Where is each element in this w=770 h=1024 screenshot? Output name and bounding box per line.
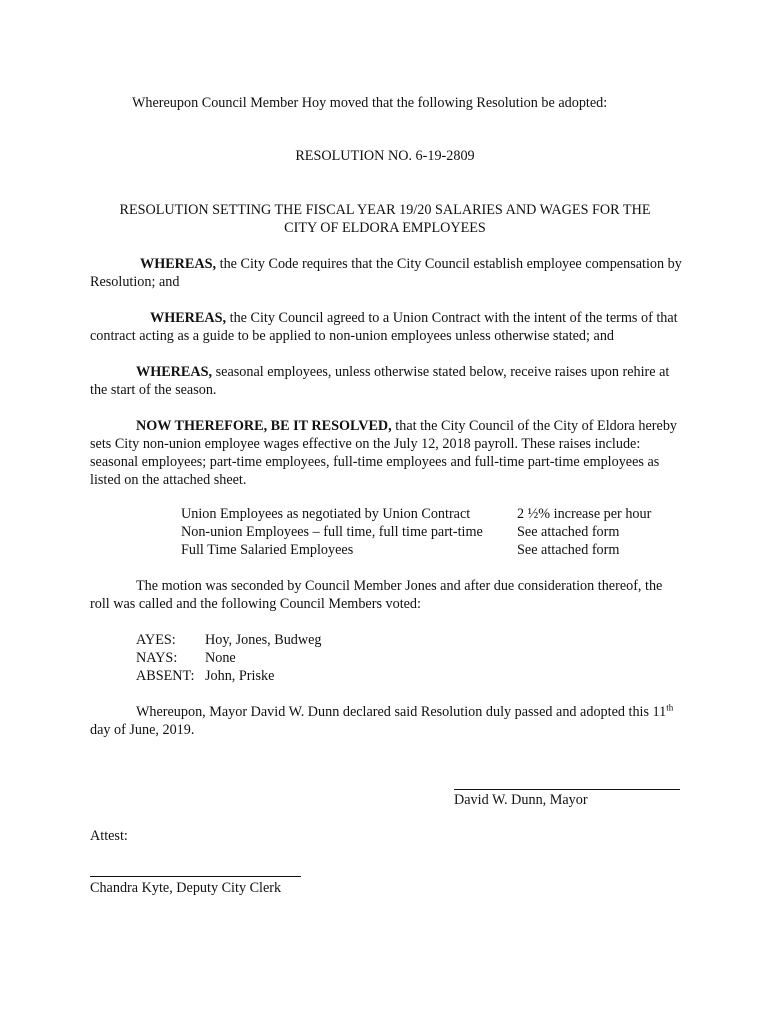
whereas-paragraph-2 [90, 309, 685, 345]
rates-category: Union Employees as negotiated by Union Contract [181, 506, 471, 522]
resolved-paragraph [90, 417, 685, 489]
vote-names: John, Priske [205, 668, 275, 684]
resolution-title-line1: RESOLUTION SETTING THE FISCAL YEAR 19/20 SALARIES AND WAGES FOR THE [119, 202, 651, 218]
vote-row [136, 649, 322, 667]
adoption-text-before: Whereupon, Mayor David W. Dunn declared said Resolution duly passed and adopted this 11 [136, 704, 667, 720]
clerk-signature: Chandra Kyte, Deputy City Clerk [90, 880, 282, 896]
vote-row [136, 667, 322, 685]
rates-category: Non-union Employees – full time, full time part-time [181, 524, 483, 540]
mayor-signature-line [454, 789, 680, 790]
rates-value: 2 ½% increase per hour [517, 506, 652, 522]
whereas-text-3: seasonal employees, unless otherwise stated below, receive raises upon rehire at the start of the season. [90, 364, 670, 398]
rates-row [181, 541, 651, 559]
vote-row [136, 631, 322, 649]
rates-value: See attached form [517, 524, 620, 540]
whereas-paragraph-1 [90, 255, 685, 291]
rates-row [181, 523, 651, 541]
whereas-text-2: the City Council agreed to a Union Contract with the intent of the terms of that contract acting as a guide to be applied to non-union employees unless otherwise stated; and [90, 310, 678, 344]
resolution-number: RESOLUTION NO. 6-19-2809 [295, 148, 475, 164]
vote-label: ABSENT: [136, 668, 195, 684]
rates-row [181, 505, 651, 523]
resolved-lead: NOW THEREFORE, BE IT RESOLVED, [136, 418, 392, 434]
resolution-title-line2: CITY OF ELDORA EMPLOYEES [284, 220, 486, 236]
resolved-text: that the City Council of the City of Eldora hereby sets City non-union employee wages effective on the July 12, 2018 payroll. These raises include: seasonal employees; part-time employees, full-time employees and full-time part-time employees as listed on the attached sheet. [90, 418, 678, 488]
attest-label: Attest: [90, 828, 128, 844]
whereas-lead-3: WHEREAS, [136, 364, 213, 380]
votes-table [136, 631, 322, 685]
mayor-signature: David W. Dunn, Mayor [454, 792, 588, 808]
clerk-signature-line [90, 876, 301, 877]
intro-text: Whereupon Council Member Hoy moved that the following Resolution be adopted: [132, 95, 608, 111]
rates-table [181, 505, 651, 559]
rates-value: See attached form [517, 542, 620, 558]
vote-label: NAYS: [136, 650, 178, 666]
vote-names: Hoy, Jones, Budweg [205, 632, 322, 648]
whereas-paragraph-3 [90, 363, 685, 399]
vote-names: None [205, 650, 236, 666]
adoption-superscript: th [666, 702, 674, 713]
whereas-lead-1: WHEREAS, [140, 256, 217, 272]
whereas-lead-2: WHEREAS, [150, 310, 227, 326]
adoption-paragraph [90, 703, 685, 739]
vote-label: AYES: [136, 632, 176, 648]
motion-paragraph: The motion was seconded by Council Member Jones and after due consideration thereof, the roll was called and the following Council Members voted: [90, 578, 663, 612]
whereas-text-1: the City Code requires that the City Council establish employee compensation by Resolution; and [90, 256, 682, 290]
adoption-text-after: day of June, 2019. [90, 722, 195, 738]
rates-category: Full Time Salaried Employees [181, 542, 354, 558]
